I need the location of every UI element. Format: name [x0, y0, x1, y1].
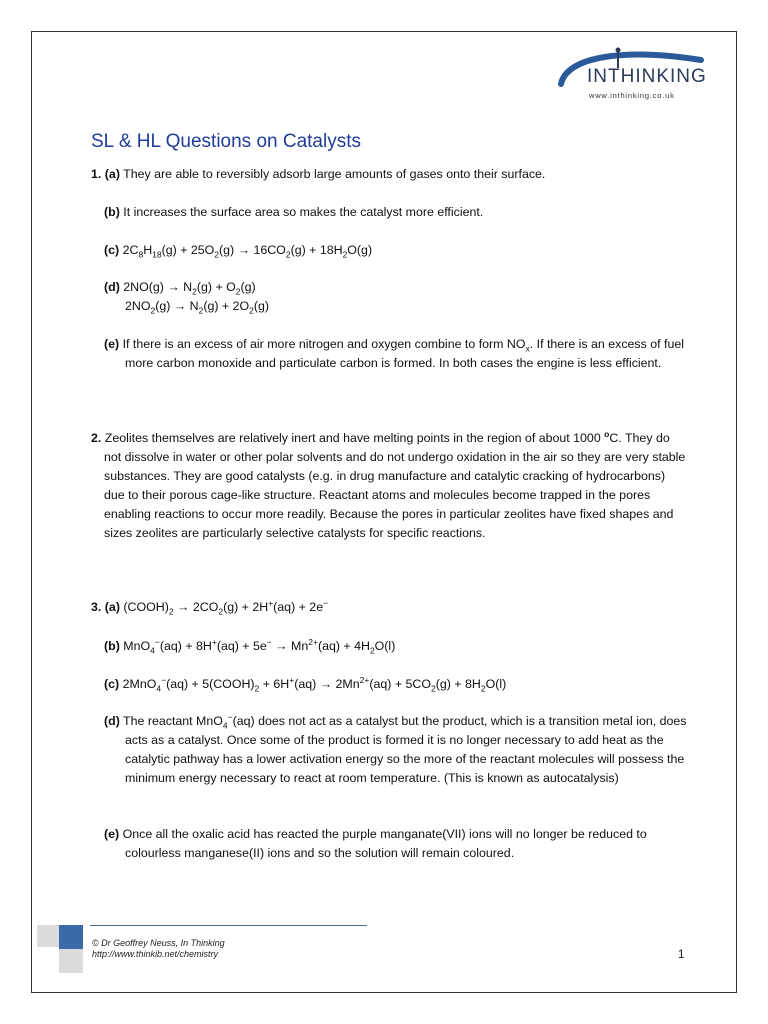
q1-a — [91, 165, 545, 184]
eq-sup: + — [211, 636, 217, 647]
degree-sup: o — [604, 428, 610, 439]
eq-sup: + — [268, 597, 274, 608]
eq-part: (g) — [240, 280, 256, 294]
page-title: SL & HL Questions on Catalysts — [91, 130, 361, 152]
eq-sub: 2 — [192, 286, 197, 297]
footer-rule — [90, 925, 367, 926]
q1-b-label: (b) — [104, 205, 120, 219]
q1-a-text: They are able to reversibly adsorb large amounts of gases onto their surface. — [123, 167, 546, 181]
q3-d — [104, 712, 695, 788]
q2-number: 2. — [91, 431, 102, 445]
eq-sup: − — [161, 674, 167, 685]
eq-part: (g) + 2O — [203, 299, 250, 313]
eq-sub: 2 — [235, 286, 241, 297]
q3-number: 3. — [91, 600, 102, 614]
footer-credit — [92, 938, 225, 960]
eq-part: O(g) — [347, 243, 373, 257]
eq-sub: 18 — [152, 249, 162, 260]
q2 — [91, 429, 688, 543]
footer-url: http://www.thinkib.net/chemistry — [92, 949, 219, 959]
q3-c-label: (c) — [104, 677, 120, 691]
eq-part: 2C — [122, 243, 139, 257]
eq-part: (g) + O — [196, 280, 236, 294]
eq-sub: 2 — [480, 683, 486, 694]
eq-part: + 6H — [259, 677, 290, 691]
q1-a-label: (a) — [104, 167, 120, 181]
inthinking-logo — [555, 44, 705, 104]
eq-sup: 2+ — [359, 674, 370, 685]
eq-sub: 4 — [150, 645, 155, 656]
q3-b-equation — [104, 637, 395, 656]
eq-part: (aq) + 5(COOH) — [166, 677, 255, 691]
eq-sup: + — [289, 674, 295, 685]
eq-part: (aq) + 5e — [216, 639, 267, 653]
eq-part: (g) → N — [155, 299, 199, 313]
q1-b-text: It increases the surface area so makes the catalyst more efficient. — [123, 205, 484, 219]
q1-e — [104, 335, 695, 373]
eq-sub: 2 — [249, 305, 254, 316]
eq-sub: 4 — [222, 720, 228, 731]
q1-e-text: If there is an excess of air more nitrogen and oxygen combine to form NO — [122, 337, 526, 351]
eq-sub: 2 — [150, 305, 156, 316]
eq-part: (g) + 18H — [290, 243, 343, 257]
eq-sup: − — [227, 711, 233, 722]
eq-part: (g) → 16CO — [219, 243, 286, 257]
eq-part: → 2CO — [173, 600, 219, 614]
eq-sub: 4 — [156, 683, 162, 694]
eq-part: (aq) + 8H — [159, 639, 212, 653]
footer-copyright: © Dr Geoffrey Neuss, In Thinking — [92, 938, 225, 948]
eq-part: H — [143, 243, 153, 257]
q3-d-text-2: (aq) does not act as a catalyst but the product, which is a transition metal ion, does acts as a catalyst. Once some of the product is formed it is no longer necessary to add heat as the catalytic pathway has a lower activation energy so the more of the reactant molecules will possess the minimum energy necessary to react at room temperature. (This is known as autocatalysis) — [125, 714, 687, 785]
q3-a-label: (a) — [104, 600, 120, 614]
q1-d-equation-2 — [125, 297, 269, 316]
footer-decor-square — [37, 925, 59, 947]
q1-b — [104, 203, 483, 222]
q3-b-label: (b) — [104, 639, 120, 653]
eq-sup: 2+ — [308, 636, 318, 647]
logo-text: INTHINKING — [587, 66, 707, 87]
q1-d-label: (d) — [104, 280, 120, 294]
q1-c-equation — [104, 241, 372, 260]
q3-e — [104, 825, 695, 863]
q3-d-label: (d) — [104, 714, 120, 728]
eq-part: → Mn — [271, 639, 309, 653]
eq-sub: 2 — [254, 683, 260, 694]
q1-e-label: (e) — [104, 337, 120, 351]
eq-sub: 2 — [430, 683, 436, 694]
q3-a-equation — [91, 598, 328, 617]
q3-e-text: Once all the oxalic acid has reacted the purple manganate(VII) ions will no longer be reduced to colourless manganese(II) ions and so the solution will remain coloured. — [122, 827, 647, 860]
logo-url: www.inthinking.co.uk — [589, 91, 675, 100]
eq-part: (aq) + 2e — [273, 600, 324, 614]
eq-part: (g) + 8H — [435, 677, 481, 691]
eq-sub: x — [525, 343, 530, 354]
q2-text: Zeolites themselves are relatively inert and have melting points in the region of about 1000 — [104, 431, 605, 445]
eq-part: (g) + 2H — [223, 600, 269, 614]
eq-part: MnO — [123, 639, 151, 653]
eq-part: 2NO — [125, 299, 151, 313]
eq-part: (COOH) — [123, 600, 169, 614]
eq-sub: 2 — [168, 606, 174, 617]
q3-e-label: (e) — [104, 827, 120, 841]
q2-text-2: C. They do not dissolve in water or other polar solvents and do not undergo oxidation in the air so they are very stable substances. They are good catalysts (e.g. in drug manufacture and catalytic cracking of hydrocarbons) due to their porous cage-like structure. Reactant atoms and molecules become trapped in the pores enabling reactions to occur more readily. Because the pores in particular zeolites have fixed shapes and sizes zeolites are particularly selective catalysts for specific reactions. — [104, 431, 686, 540]
eq-sub: 2 — [214, 249, 220, 260]
q1-d-equation-1 — [104, 278, 256, 297]
eq-part: (aq) + 4H — [317, 639, 370, 653]
footer-decor-square — [59, 949, 83, 973]
eq-part: (aq) + 5CO — [369, 677, 431, 691]
page-number: 1 — [678, 949, 685, 961]
eq-sub: 2 — [369, 645, 375, 656]
eq-part: 2MnO — [122, 677, 157, 691]
eq-sup: − — [323, 597, 329, 608]
eq-part: O(l) — [485, 677, 507, 691]
footer-decor-square — [59, 925, 83, 949]
q1-e-text-2: . If there is an excess of fuel more carbon monoxide and particulate carbon is formed. In both cases the engine is less efficient. — [125, 337, 685, 370]
eq-part: (g) + 25O — [161, 243, 215, 257]
q3-d-text: The reactant MnO — [123, 714, 223, 728]
eq-sup: − — [154, 636, 160, 647]
eq-sub: 2 — [285, 249, 291, 260]
eq-sub: 2 — [198, 305, 204, 316]
eq-sub: 2 — [218, 606, 224, 617]
eq-part: 2NO(g) → N — [123, 280, 193, 294]
q3-c-equation — [104, 675, 506, 694]
eq-sup: − — [266, 636, 272, 647]
eq-part: (g) — [253, 299, 270, 313]
q1-number: 1. — [91, 167, 102, 181]
eq-sub: 8 — [138, 249, 144, 260]
eq-sub: 2 — [342, 249, 348, 260]
eq-part: (aq) → 2Mn — [294, 677, 360, 691]
eq-part: O(l) — [374, 639, 396, 653]
q1-c-label: (c) — [104, 243, 120, 257]
